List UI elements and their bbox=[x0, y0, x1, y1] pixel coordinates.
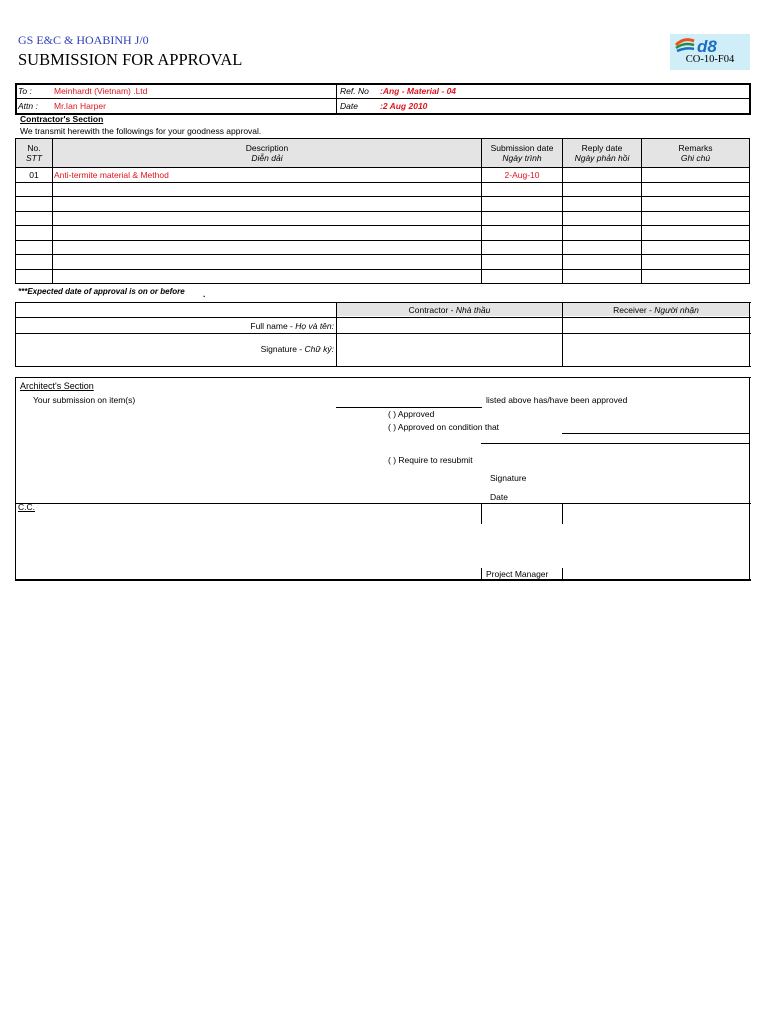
gs-hoabinh-logo-icon bbox=[674, 35, 724, 55]
receiver-column-header: Receiver - Người nhận bbox=[613, 305, 699, 315]
row-description: Anti-termite material & Method bbox=[54, 170, 169, 180]
svg-text:d8: d8 bbox=[697, 37, 717, 55]
option-approved[interactable]: ( ) Approved bbox=[388, 409, 435, 419]
cc-label: C.C. bbox=[18, 502, 35, 512]
transmit-text: We transmit herewith the followings for your goodness approval. bbox=[20, 126, 262, 136]
table-row bbox=[16, 170, 52, 180]
contractor-section-title: Contractor's Section bbox=[20, 114, 104, 124]
expected-approval-note: ***Expected date of approval is on or before bbox=[18, 287, 185, 296]
company-name: GS E&C & HOABINH J/0 bbox=[18, 33, 149, 47]
project-manager-label: Project Manager bbox=[486, 569, 549, 579]
attn-label: Attn : bbox=[18, 101, 38, 111]
to-value: Meinhardt (Vietnam) .Ltd bbox=[54, 86, 148, 96]
fullname-label: Full name - Họ và tên: bbox=[250, 321, 334, 331]
logo-panel bbox=[670, 34, 750, 70]
option-approved-condition[interactable]: ( ) Approved on condition that bbox=[388, 422, 500, 432]
to-label: To : bbox=[18, 86, 32, 96]
architect-date-label: Date bbox=[490, 492, 508, 502]
attn-value: Mr.Ian Harper bbox=[54, 101, 106, 111]
submission-items-text: Your submission on item(s) bbox=[33, 395, 136, 405]
row-no: 01 bbox=[29, 170, 39, 180]
col-header-reply-date: Reply date Ngày phản hồi bbox=[574, 143, 630, 163]
ref-label: Ref. No bbox=[340, 86, 369, 96]
signature-label: Signature - Chữ ký: bbox=[260, 344, 334, 354]
option-require-resubmit[interactable]: ( ) Require to resubmit bbox=[388, 455, 473, 465]
form-code: CO-10-F04 bbox=[685, 54, 735, 65]
listed-approved-text: listed above has/have been approved bbox=[486, 395, 628, 405]
row-submission-date: 2-Aug-10 bbox=[504, 170, 540, 180]
col-header-remarks: Remarks Ghi chú bbox=[678, 143, 713, 163]
date-value: :2 Aug 2010 bbox=[380, 101, 428, 111]
expected-approval-value: . bbox=[203, 289, 206, 299]
col-header-no: No. STT bbox=[25, 143, 43, 163]
ref-value: :Ang - Material - 04 bbox=[380, 86, 457, 96]
page-title: SUBMISSION FOR APPROVAL bbox=[18, 50, 243, 69]
architect-section-title: Architect's Section bbox=[20, 381, 94, 391]
col-header-submission-date: Submission date Ngày trình bbox=[490, 143, 554, 163]
col-header-description: Description Diễn dải bbox=[245, 143, 289, 163]
architect-signature-label: Signature bbox=[490, 473, 527, 483]
contractor-column-header: Contractor - Nhà thầu bbox=[408, 305, 491, 315]
date-label: Date bbox=[340, 101, 358, 111]
